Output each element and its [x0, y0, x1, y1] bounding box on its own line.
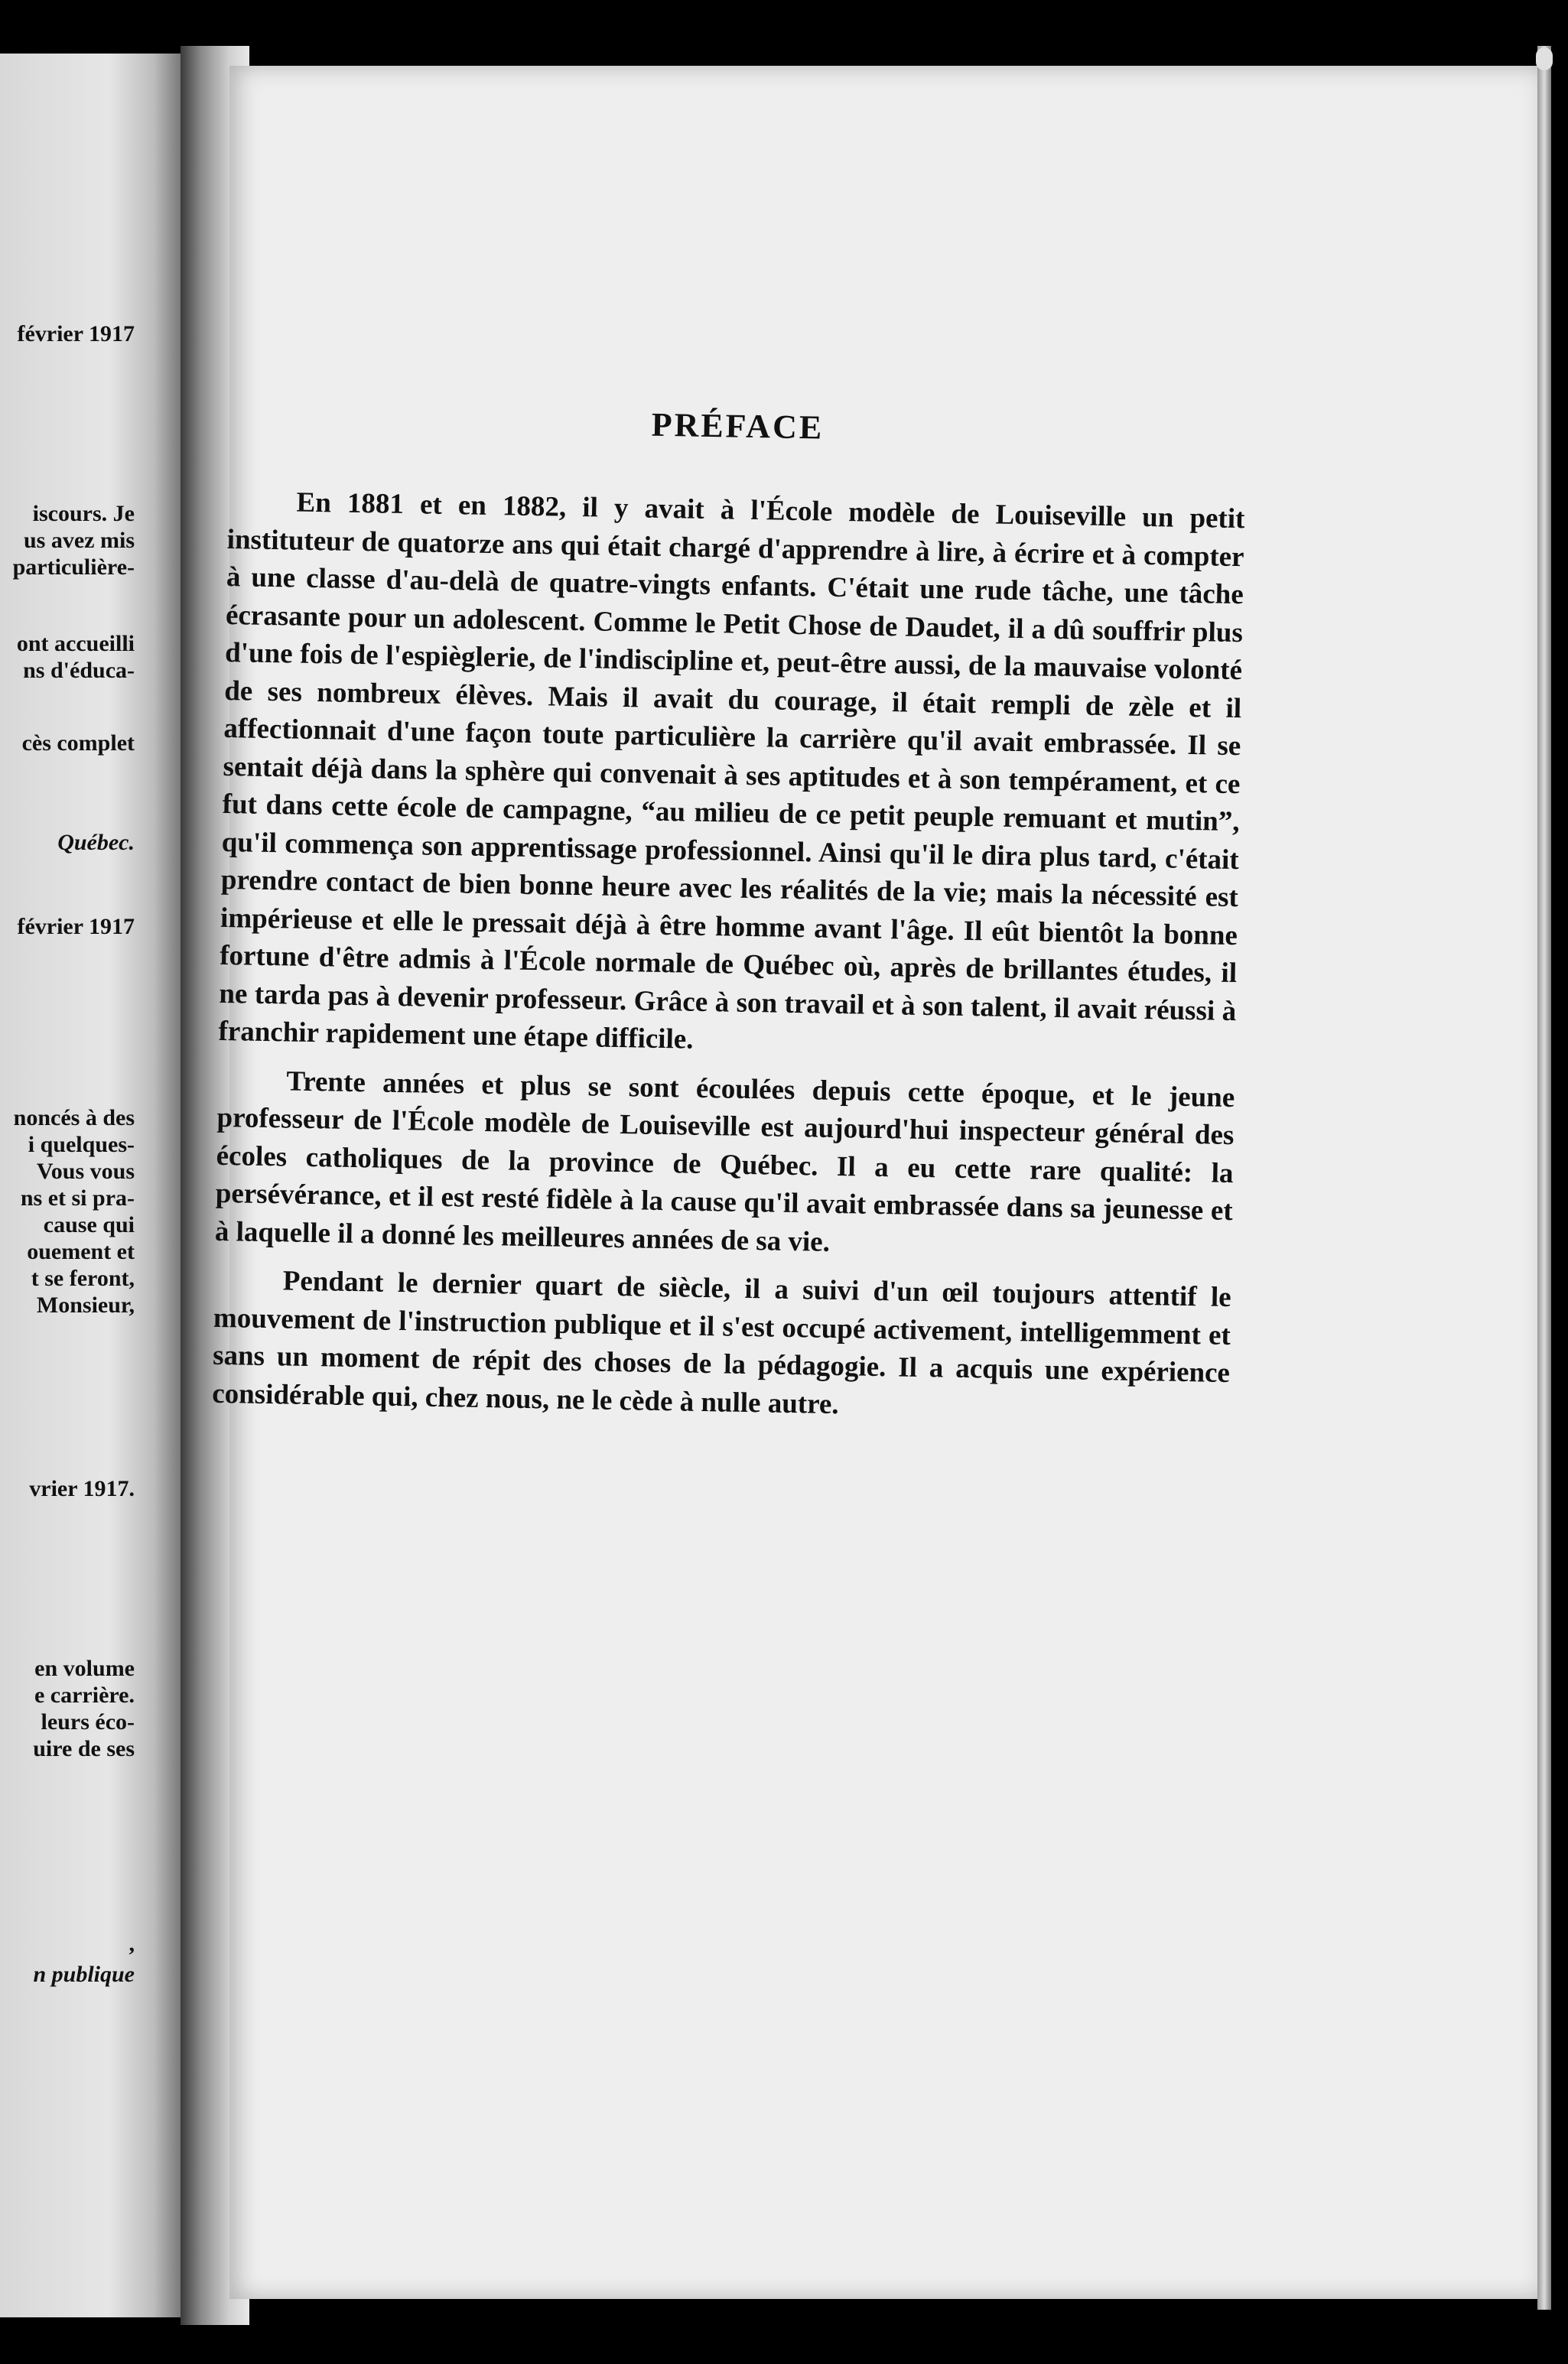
paragraph-2: Trente années et plus se sont écoulées depuis cette époque, et le jeune professeur de l'École modèle de Louiseville est aujourd'hui inspecteur général des écoles catholiques de la province de Québec. Il a eu cette rare qualité: la persévérance, et il est resté fidèle à la cause qu'il avait embrassée dans sa jeunesse et à laquelle il a donné les meilleures années de sa vie.	[214, 1065, 1235, 1258]
left-page-line: ns d'éduca-	[23, 658, 135, 683]
left-page-line: ont accueilli	[16, 631, 135, 656]
left-page-line: us avez mis	[24, 528, 135, 553]
left-page-line: ,	[128, 1931, 135, 1956]
left-page-line: uire de ses	[33, 1736, 135, 1761]
left-page-line: i quelques-	[28, 1132, 135, 1157]
left-page-line: noncés à des	[13, 1105, 135, 1130]
left-page-line: particulière-	[12, 554, 135, 580]
page-title: PRÉFACE	[651, 405, 825, 447]
left-page-line: iscours. Je	[32, 501, 135, 526]
left-page	[0, 54, 181, 2317]
left-page-line: vrier 1917.	[29, 1476, 135, 1501]
corner-mark-icon	[1536, 47, 1553, 70]
left-page-line: février 1917	[17, 321, 135, 346]
left-page-line: e carrière.	[34, 1683, 135, 1708]
left-page-line: leurs éco-	[41, 1709, 135, 1735]
left-page-line: Québec.	[57, 830, 135, 855]
left-page-line: février 1917	[17, 914, 135, 939]
left-page-line: t se feront,	[31, 1266, 135, 1291]
left-page-line: en volume	[34, 1656, 135, 1681]
left-page-line: ns et si pra-	[20, 1185, 135, 1211]
left-page-line: cause qui	[43, 1212, 135, 1237]
preface-section	[212, 398, 1247, 1441]
left-page-line: Monsieur,	[36, 1293, 135, 1318]
paragraph-3: Pendant le dernier quart de siècle, il a suivi d'un œil toujours attentif le mouvement de l'instruction publique et il s'est occupé activement, intelligemment et sans un moment de répit des choses de la pédagogie. Il a acquis une expérience considérable qui, chez nous, ne le cède à nulle autre.	[211, 1265, 1232, 1420]
page-edge	[1537, 46, 1551, 2310]
left-page-line: cès complet	[21, 730, 135, 756]
paragraph-1: En 1881 et en 1882, il y avait à l'École modèle de Louiseville un petit instituteur de quatorze ans qui était chargé d'apprendre à lire, à écrire et à compter à une classe d'au-delà de quatre-vingts enfants. C'était une rude tâche, une tâche écrasante pour un adolescent. Comme le Petit Chose de Daudet, il a dû souffrir plus d'une fois de l'espièglerie, de l'indiscipline et, peut-être aussi, de la mauvaise volonté de ses nombreux élèves. Mais il avait du courage, il était rempli de zèle et il affectionnait d'une façon toute particulière la carrière qu'il avait embrassée. Il se sentait déjà dans la sphère qui convenait à ses aptitudes et à son tempérament, et ce fut dans cette école de campagne, “au milieu de ce petit peuple remuant et mutin”, qu'il commença son apprentissage professionnel. Ainsi qu'il le dira plus tard, c'était prendre contact de bien bonne heure avec les réalités de la vie; mais la nécessité est impérieuse et elle le pressait déjà à être homme avant l'âge. Il eût bientôt la bonne fortune d'être admis à l'École normale de Québec où, après de brillantes études, il ne tarda pas à devenir professeur. Grâce à son travail et à son talent, il avait réussi à franchir rapidement une étape difficile.	[218, 486, 1245, 1055]
left-page-line: ouement et	[27, 1239, 135, 1264]
left-page-line: Vous vous	[36, 1159, 135, 1184]
left-page-line: n publique	[33, 1962, 135, 1987]
